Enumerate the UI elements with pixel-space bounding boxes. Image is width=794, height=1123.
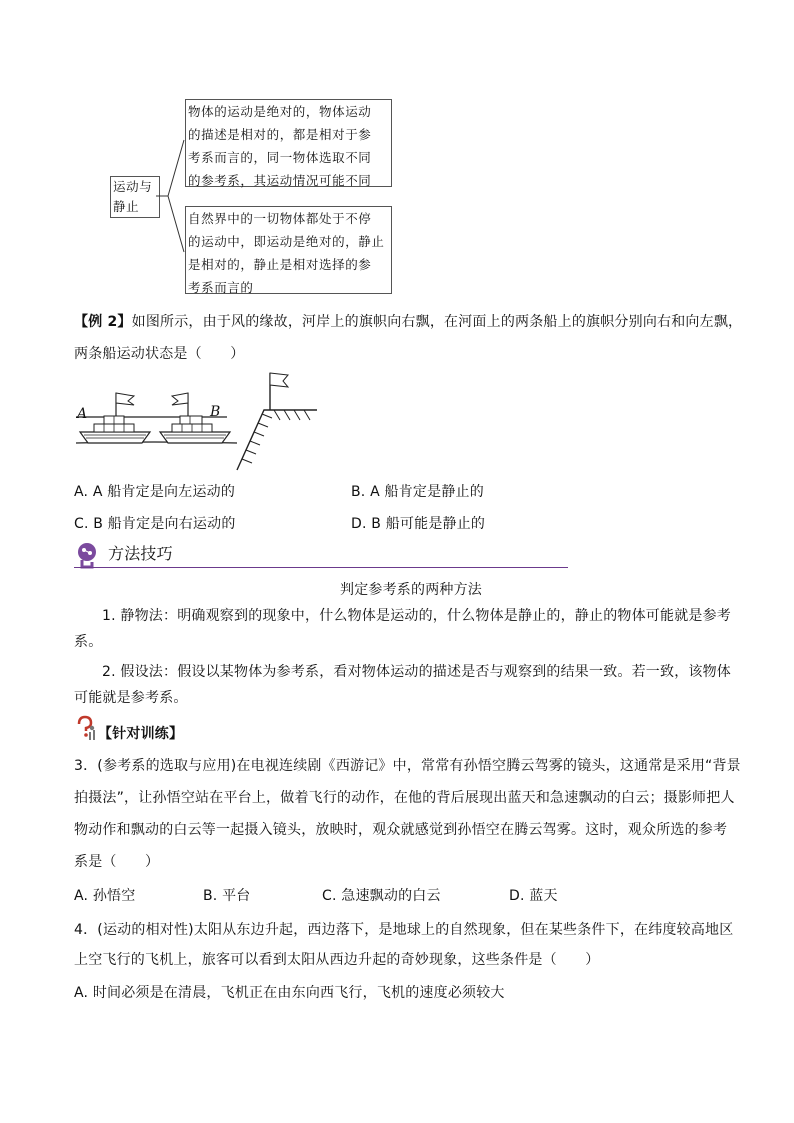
q3-option-d: D. 蓝天	[509, 888, 558, 904]
example2-option-c: C. B 船肯定是向右运动的	[74, 516, 236, 532]
box2-line1: 自然界中的一切物体都处于不停	[188, 211, 372, 226]
method-p2-line1: 2. 假设法：假设以某物体为参考系，看对物体运动的描述是否与观察到的结果一致。若一致，该物体	[102, 664, 732, 680]
box1-line4: 的参考系，其运动情况可能不同	[188, 173, 372, 188]
boat-a	[80, 393, 150, 443]
q3-option-c: C. 急速飘动的白云	[322, 888, 441, 904]
box1-line2: 的描述是相对的，都是相对于参	[188, 127, 372, 142]
example2-option-b: B. A 船肯定是静止的	[351, 484, 484, 500]
example2-option-d: D. B 船可能是静止的	[351, 516, 486, 532]
box1-line3: 考系而言的，同一物体选取不同	[188, 150, 372, 165]
method-title: 判定参考系的两种方法	[340, 582, 482, 598]
q4-line2: 上空飞行的飞机上，旅客可以看到太阳从西边升起的奇妙现象，这些条件是（ ）	[74, 952, 600, 968]
diagram-bracket	[156, 136, 186, 336]
method-p1-line1: 1. 静物法：明确观察到的现象中，什么物体是运动的，什么物体是静止的，静止的物体可能就是参考	[102, 608, 732, 624]
question-person-icon	[76, 716, 98, 740]
example2-label: 【例 2】	[74, 314, 132, 330]
example2-option-a: A. A 船肯定是向左运动的	[74, 484, 236, 500]
q4-option-a: A. 时间必须是在清晨，飞机正在由东向西飞行，飞机的速度必须较大	[74, 985, 505, 1001]
box2-line3: 是相对的，静止是相对选择的参	[188, 257, 372, 272]
diagram-box-2	[185, 206, 392, 294]
method-p2-line2: 可能就是参考系。	[74, 690, 188, 706]
brain-icon	[74, 540, 102, 568]
box1-line1: 物体的运动是绝对的，物体运动	[188, 104, 372, 119]
q3-option-a: A. 孙悟空	[74, 888, 136, 904]
method-header-rule	[74, 567, 568, 568]
diagram-root-line1: 运动与	[113, 179, 153, 194]
training-header: 【针对训练】	[98, 726, 184, 742]
q4-line1: 4．(运动的相对性)太阳从东边升起，西边落下，是地球上的自然现象，但在某些条件下，在纬度较高地区	[74, 922, 734, 938]
q3-line3: 物动作和飘动的白云等一起摄入镜头，放映时，观众就感觉到孙悟空在腾云驾雾。这时，观众所选的参考	[74, 822, 728, 838]
diagram-box-1	[185, 99, 392, 187]
box2-line4: 考系而言的	[188, 280, 254, 295]
diagram-root-line2: 静止	[113, 199, 140, 214]
q3-line1: 3．(参考系的选取与应用)在电视连续剧《西游记》中，常常有孙悟空腾云驾雾的镜头，这通常是采用“背景	[74, 758, 741, 774]
shore	[237, 373, 317, 470]
boat-b-label: B	[210, 404, 221, 420]
example2-stem-line1: 【例 2】如图所示，由于风的缘故，河岸上的旗帜向右飘，在河面上的两条船上的旗帜分别向右和向左飘，	[74, 314, 743, 330]
method-header: 方法技巧	[108, 544, 173, 563]
example2-stem-line2: 两条船运动状态是（ ）	[74, 346, 245, 362]
q3-line2: 拍摄法”，让孙悟空站在平台上，做着飞行的动作，在他的背后展现出蓝天和急速飘动的白云；摄影师把人	[74, 790, 735, 806]
box2-line2: 的运动中，即运动是绝对的，静止	[188, 234, 385, 249]
boats-figure	[72, 365, 332, 475]
q3-line4: 系是（ ）	[74, 854, 160, 870]
boat-a-label: A	[77, 406, 88, 422]
method-p1-line2: 系。	[74, 634, 103, 650]
diagram-root-box	[110, 176, 160, 218]
q3-option-b: B. 平台	[203, 888, 251, 904]
